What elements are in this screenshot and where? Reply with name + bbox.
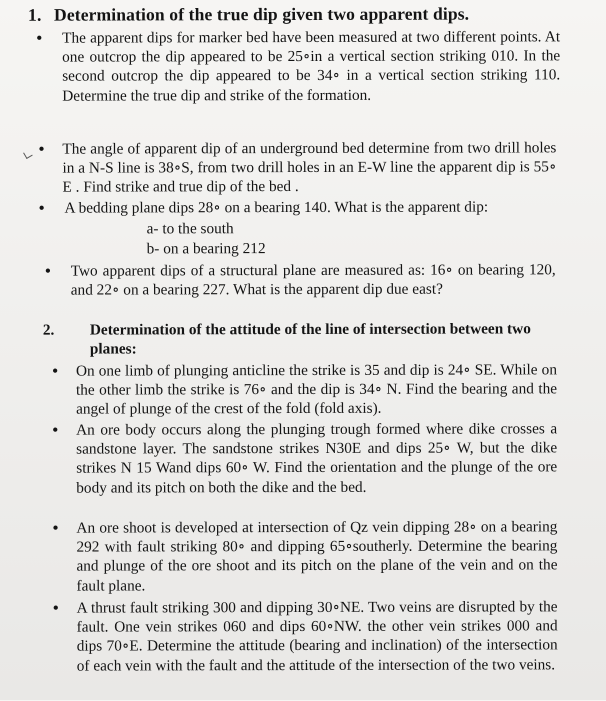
list-item-text: The angle of apparent dip of an underground bed determine from two drill holes in a N-S line is 38∘S, from two drill holes in an E-W line the apparent dip is 55∘ E . Find strike and true dip of the bed .: [62, 139, 557, 197]
section-1-title: Determination of the true dip given two apparent dips.: [54, 3, 470, 25]
section-1-heading: [28, 4, 469, 26]
list-item-text: Two apparent dips of a structural plane are measured as: 16∘ on bearing 120, and 22∘ on a bearing 227. What is the apparent dip due east?: [70, 261, 556, 299]
list-item: [52, 419, 558, 497]
section-2-heading: [42, 319, 556, 359]
list-item-text: On one limb of plunging anticline the strike is 35 and dip is 24∘ SE. While on the other limb the strike is 76∘ and the dip is 34∘ N. Find the bearing and the angel of plunge of the crest of the fold (fold axis).: [75, 361, 558, 419]
list-item-text: A bedding plane dips 28∘ on a bearing 140. What is the apparent dip:: [64, 198, 489, 217]
ghost-mark: [4, 5, 7, 19]
section-1-number: 1.: [28, 4, 42, 25]
bullet-icon: •: [44, 260, 52, 281]
sub-item-a: a- to the south: [146, 220, 234, 238]
list-item-text: An ore body occurs along the plunging trough formed where dike crosses a sandstone layer. The sandstone strikes N30E and dips 25∘ W, but the dike strikes N 15 Wand dips 60∘ W. Find the orientation and the plunge of the ore body and its pitch on both the dike and the bed.: [76, 420, 558, 497]
list-item: [52, 597, 558, 675]
bullet-icon: •: [52, 419, 59, 440]
list-item: [44, 260, 556, 300]
bullet-icon: •: [52, 517, 59, 538]
list-item: [51, 360, 558, 419]
bullet-icon: •: [52, 597, 59, 618]
list-item-text: An ore shoot is developed at intersection of Qz vein dipping 28∘ on a bearing 292 with fault striking 80∘ and dipping 65∘southerly. Determine the bearing and plunge of the ore shoot and its pitch on the plane of the vein and on the fault plane.: [76, 518, 558, 595]
list-item-text: The apparent dips for marker bed have been measured at two different points. At one outcrop the dip appeared to be 25∘in a vertical section striking 010. In the second outcrop the dip appeared to be 34∘ in a vertical section striking 110. Determine the true dip and strike of the formation.: [62, 28, 561, 105]
pen-tick-mark: [23, 149, 33, 159]
bullet-icon: •: [38, 197, 45, 218]
list-item: [36, 27, 561, 105]
list-item: [38, 138, 557, 197]
bullet-icon: •: [38, 138, 45, 159]
sub-item-b: b- on a bearing 212: [146, 240, 266, 258]
list-item: [52, 517, 558, 595]
bullet-icon: •: [51, 360, 59, 381]
section-2-number: 2.: [42, 321, 55, 339]
section-2-title: Determination of the attitude of the line of intersection between two planes:: [89, 320, 531, 358]
list-item-text: A thrust fault striking 300 and dipping 30∘NE. Two veins are disrupted by the fault. One vein strikes 060 and dips 60∘NW. the other vein strikes 000 and dips 70∘E. Determine the attitude (bearing and inclination) of the intersection of each vein with the fault and the attitude of the intersection of the two veins.: [76, 598, 558, 675]
list-item: [38, 197, 565, 218]
bullet-icon: •: [36, 27, 43, 48]
